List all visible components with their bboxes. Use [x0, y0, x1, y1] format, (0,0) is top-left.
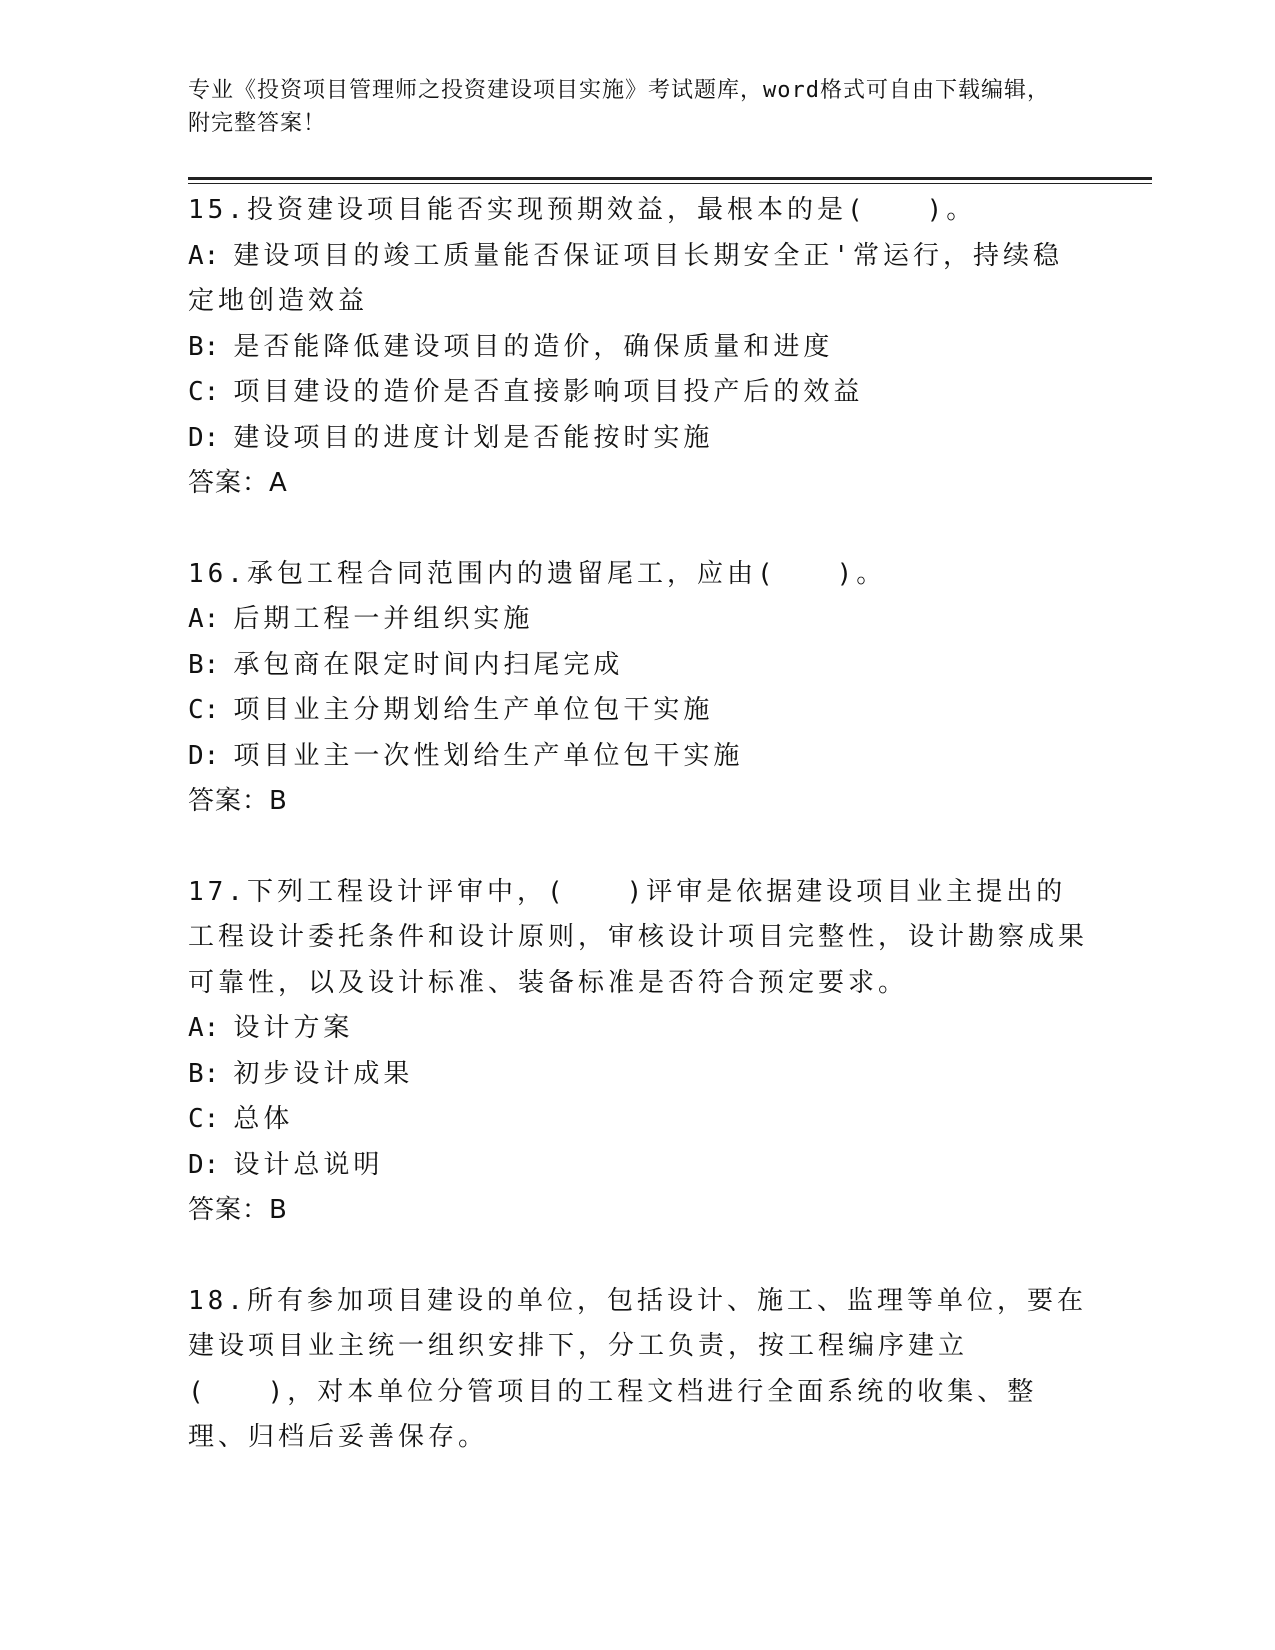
option-d — [188, 416, 1088, 462]
option-label: C: — [188, 1104, 220, 1134]
option-text: 是否能降低建设项目的造价，确保质量和进度 — [233, 331, 834, 362]
option-b — [188, 325, 1088, 371]
question-stem: 17.下列工程设计评审中，( )评审是依据建设项目业主提出的工程设计委托条件和设计原则，审核设计项目完整性，设计勘察成果可靠性，以及设计标准、装备标准是否符合预定要求。 — [188, 876, 1089, 998]
option-text: 总体 — [233, 1104, 294, 1134]
option-label: A: — [188, 604, 220, 634]
header-divider-thin — [188, 183, 1152, 184]
option-label: C: — [188, 377, 220, 407]
question-17 — [188, 870, 1088, 1234]
question-stem: 18.所有参加项目建设的单位，包括设计、施工、监理等单位，要在建设项目业主统一组织安排下，分工负责，按工程编序建立( )，对本单位分管项目的工程文档进行全面系统的收集、整理、归档后妥善保存。 — [188, 1285, 1087, 1452]
option-a — [188, 597, 1088, 643]
option-c — [188, 1097, 1088, 1143]
option-label: A: — [188, 240, 220, 271]
option-text: 后期工程一并组织实施 — [233, 604, 534, 634]
document-header: 专业《投资项目管理师之投资建设项目实施》考试题库，word格式可自由下载编辑，附完整答案！ — [188, 78, 1050, 136]
option-text: 设计方案 — [233, 1013, 354, 1043]
option-c — [188, 370, 1088, 416]
option-label: D: — [188, 1149, 220, 1180]
header-divider-thick — [188, 177, 1152, 180]
answer-line: 答案：B — [188, 786, 288, 816]
option-text: 设计总说明 — [233, 1149, 384, 1180]
question-16 — [188, 552, 1088, 825]
option-text: 初步设计成果 — [233, 1058, 414, 1089]
option-c — [188, 688, 1088, 734]
option-label: C: — [188, 695, 220, 725]
option-label: B: — [188, 649, 220, 680]
option-label: A: — [188, 1013, 220, 1043]
question-15 — [188, 188, 1088, 507]
answer-line: 答案：A — [188, 468, 288, 498]
option-a — [188, 234, 1088, 325]
option-text: 承包商在限定时间内扫尾完成 — [233, 649, 624, 680]
option-text: 建设项目的竣工质量能否保证项目长期安全正'常运行，持续稳定地创造效益 — [188, 240, 1063, 316]
option-d — [188, 1143, 1088, 1189]
option-label: D: — [188, 740, 220, 771]
question-stem: 16.承包工程合同范围内的遗留尾工，应由( )。 — [188, 558, 887, 589]
option-a — [188, 1006, 1088, 1052]
option-text: 建设项目的进度计划是否能按时实施 — [233, 422, 714, 453]
option-label: D: — [188, 422, 220, 453]
option-label: B: — [188, 331, 220, 362]
question-18 — [188, 1279, 1088, 1461]
option-d — [188, 734, 1088, 780]
option-b — [188, 643, 1088, 689]
option-text: 项目业主分期划给生产单位包干实施 — [233, 695, 714, 725]
question-stem: 15.投资建设项目能否实现预期效益，最根本的是( )。 — [188, 195, 977, 225]
answer-line: 答案：B — [188, 1195, 288, 1225]
question-list — [188, 188, 1088, 1506]
option-text: 项目建设的造价是否直接影响项目投产后的效益 — [233, 377, 864, 407]
option-b — [188, 1052, 1088, 1098]
option-text: 项目业主一次性划给生产单位包干实施 — [233, 740, 744, 771]
option-label: B: — [188, 1058, 220, 1089]
